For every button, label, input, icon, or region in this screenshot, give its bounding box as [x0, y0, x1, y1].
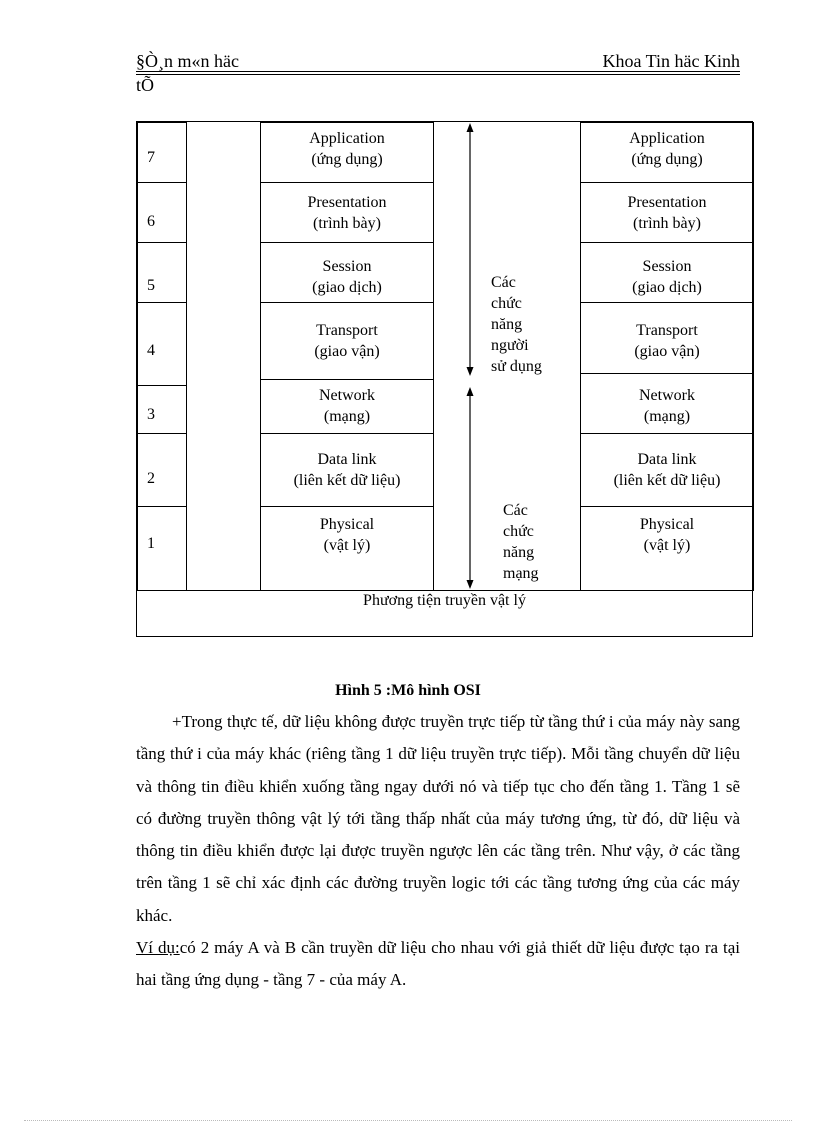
layer-name-vn: (giao dịch) [312, 279, 382, 296]
layer-name-vn: (trình bày) [313, 215, 381, 232]
figure-caption: Hình 5 :Mô hình OSI [335, 682, 481, 699]
layer-name: Session [322, 258, 372, 275]
layer-name-vn: (mạng) [643, 408, 691, 425]
layer-name-vn: (trình bày) [633, 215, 701, 232]
layer-name: Network [319, 387, 375, 404]
layer-name: Presentation [307, 194, 387, 211]
example-text: có 2 máy A và B cần truyền dữ liệu cho nhau với giả thiết dữ liệu được tạo ra tại hai tầng ứng dụng - tầng 7 - của máy A. [136, 938, 740, 990]
layer-name: Physical [639, 516, 695, 533]
osi-diagram [136, 121, 753, 637]
layer-number: 4 [147, 342, 155, 359]
layer-name: Presentation [627, 194, 707, 211]
paragraph: +Trong thực tế, dữ liệu không được truyền trực tiếp từ tầng thứ i của máy này sang tầng thứ i của máy khác (riêng tầng 1 dữ liệu truyền trực tiếp). Mỗi tầng chuyển dữ liệu và thông tin điều khiển xuống tầng ngay dưới nó và tiếp tục cho đến tầng 1. Tầng 1 sẽ có đường truyền thông vật lý tới tầng thấp nhất của máy tương ứng, từ đó, dữ liệu và thông tin điều khiển được lại được truyền ngược lên các tầng trên. Như vậy, ở các tầng trên tầng 1 sẽ chỉ xác định các đường truyền logic tới các tầng tương ứng của các máy khác. [136, 712, 740, 925]
network-functions-label: Các chức năng mạng [503, 502, 539, 582]
example-paragraph [136, 932, 740, 997]
body-text [136, 706, 740, 997]
layer-name-vn: (vật lý) [643, 537, 691, 554]
layer-name-vn: (giao vận) [634, 343, 700, 360]
layer-name-vn: (mạng) [323, 408, 371, 425]
user-functions-label: Các chức năng người sử dụng [491, 274, 542, 375]
function-arrows [137, 122, 752, 591]
physical-medium-label: Phương tiện truyền vật lý [363, 592, 526, 609]
layer-number: 1 [147, 535, 155, 552]
user-functions-arrow [467, 123, 474, 376]
layer-name: Application [629, 130, 705, 147]
page-bottom-border [24, 1120, 792, 1121]
header-left: §Ò¸n m«n häc [136, 51, 239, 71]
header-rule [136, 74, 740, 75]
layer-name-vn: (giao dịch) [632, 279, 702, 296]
layer-number: 7 [147, 149, 155, 166]
layer-number: 2 [147, 470, 155, 487]
header-right: Khoa Tin häc Kinh [602, 51, 740, 71]
layer-name-vn: (liên kết dữ liệu) [613, 472, 721, 489]
layer-name: Network [639, 387, 695, 404]
network-functions-arrow [467, 387, 474, 589]
layer-name: Data link [317, 451, 377, 468]
layer-name: Transport [316, 322, 378, 339]
header-rule [136, 71, 740, 72]
layer-name: Application [309, 130, 385, 147]
layer-name: Session [642, 258, 692, 275]
layer-name: Physical [319, 516, 375, 533]
layer-name-vn: (giao vận) [314, 343, 380, 360]
layer-name-vn: (ứng dụng) [631, 151, 703, 168]
layer-number: 5 [147, 277, 155, 294]
layer-name-vn: (ứng dụng) [311, 151, 383, 168]
layer-number: 3 [147, 406, 155, 423]
layer-name-vn: (liên kết dữ liệu) [293, 472, 401, 489]
layer-name-vn: (vật lý) [323, 537, 371, 554]
layer-name: Transport [636, 322, 698, 339]
example-label: Ví dụ: [136, 938, 180, 958]
layer-number: 6 [147, 213, 155, 230]
header-continuation: tÕ [136, 75, 154, 95]
layer-name: Data link [637, 451, 697, 468]
